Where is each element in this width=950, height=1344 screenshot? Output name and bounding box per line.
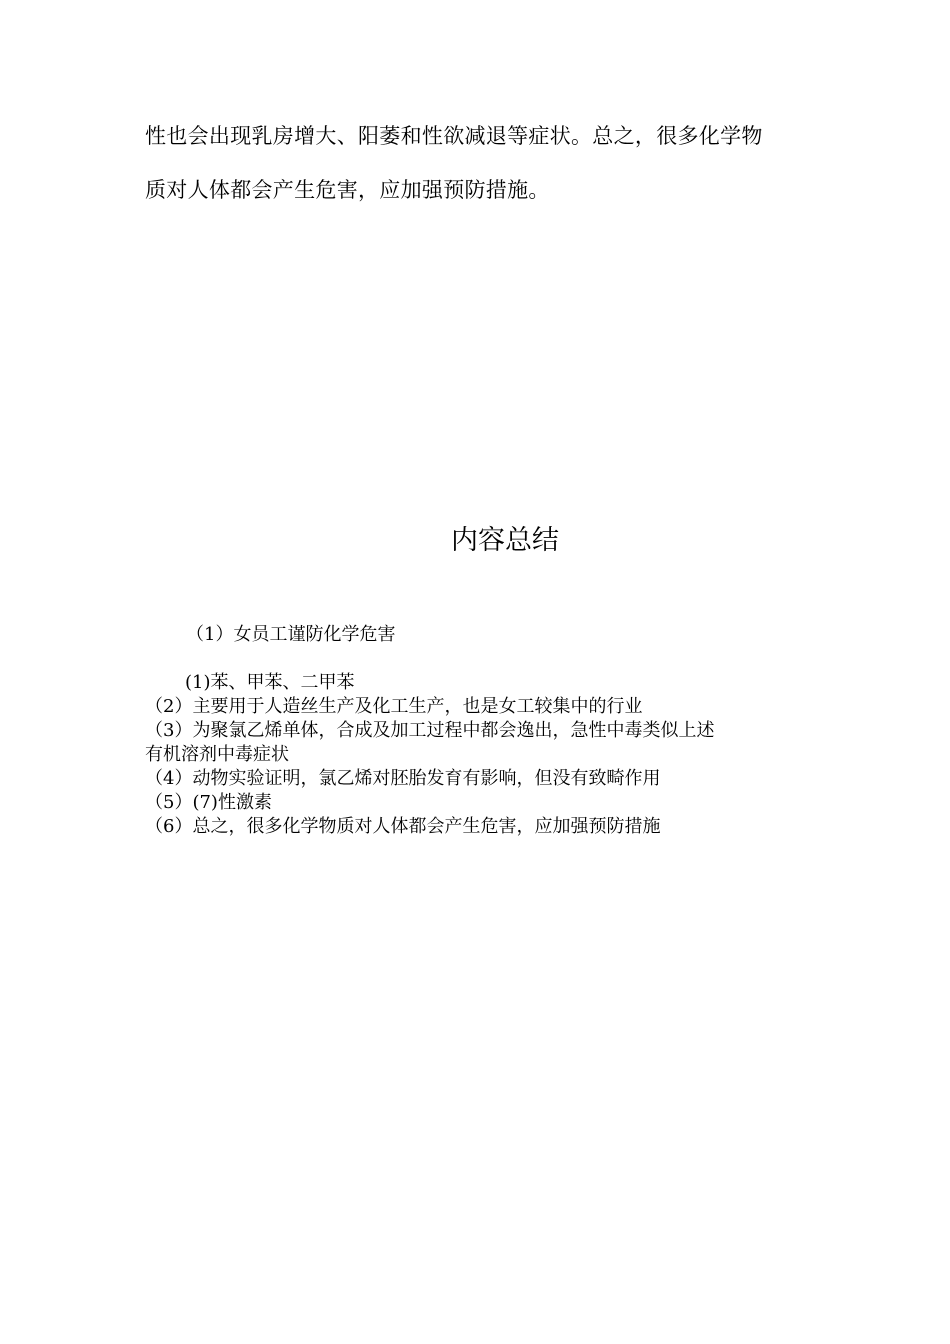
summary-heading: （1）女员工谨防化学危害	[186, 624, 396, 645]
summary-item: （4）动物实验证明，氯乙烯对胚胎发育有影响，但没有致畸作用	[145, 768, 661, 789]
summary-item: （5）(7)性激素	[145, 792, 272, 813]
summary-item: (1)苯、甲苯、二甲苯	[185, 672, 355, 693]
summary-title: 内容总结	[451, 525, 559, 556]
body-text-line-1: 性也会出现乳房增大、阳萎和性欲减退等症状。总之，很多化学物	[145, 124, 763, 148]
body-text-line-2: 质对人体都会产生危害，应加强预防措施。	[145, 178, 550, 202]
summary-item: （2）主要用于人造丝生产及化工生产，也是女工较集中的行业	[145, 696, 643, 717]
summary-item: 有机溶剂中毒症状	[145, 744, 289, 765]
summary-list	[145, 671, 825, 839]
summary-item: （6）总之，很多化学物质对人体都会产生危害，应加强预防措施	[145, 816, 661, 837]
summary-item: （3）为聚氯乙烯单体，合成及加工过程中都会逸出，急性中毒类似上述	[145, 720, 715, 741]
